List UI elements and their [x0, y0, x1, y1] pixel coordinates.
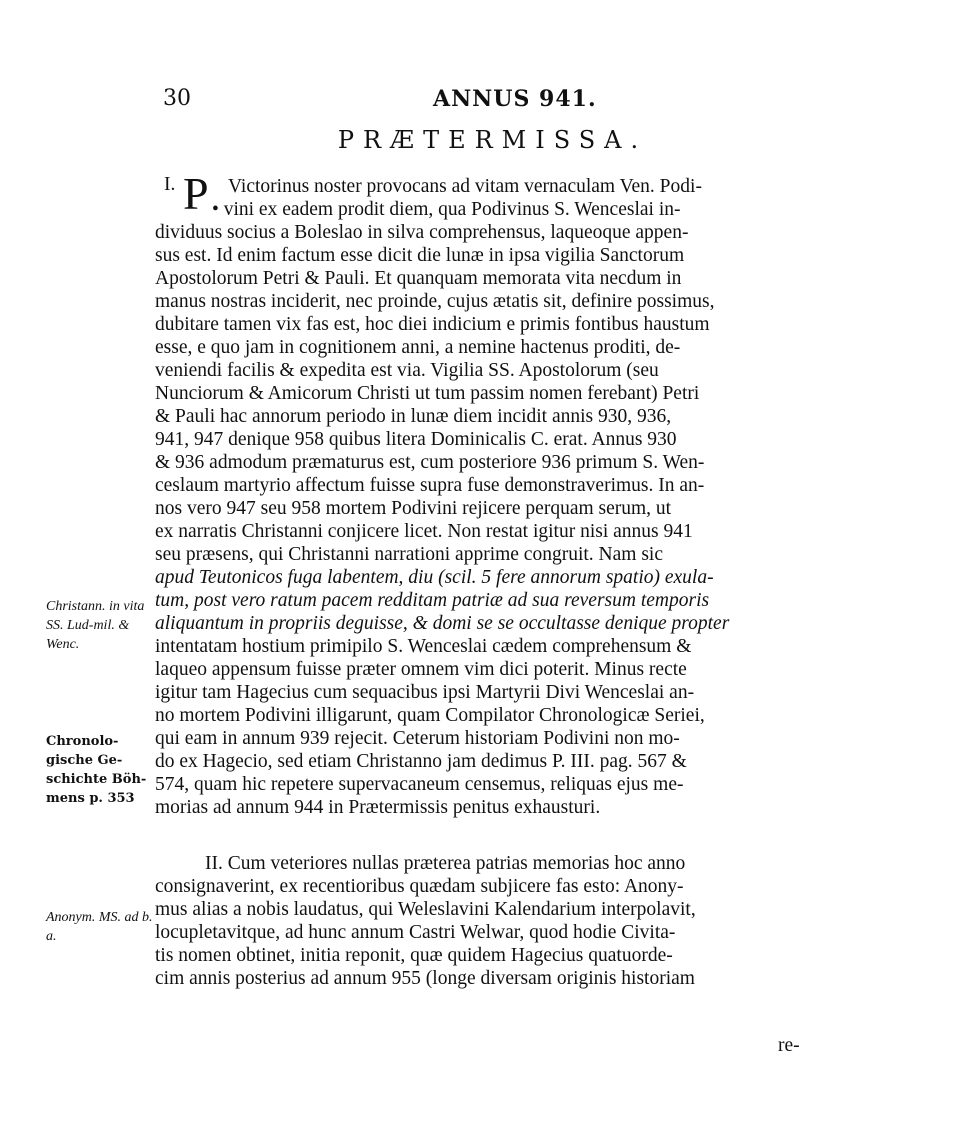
text-line: Nunciorum & Amicorum Christi ut tum passim nomen ferebant) Petri — [155, 383, 700, 404]
margin-note: Christann. in vita SS. Lud-mil. & Wenc. — [46, 599, 145, 652]
text-line: ceslaum martyrio affectum fuisse supra fuse demonstraverimus. In an- — [155, 475, 705, 496]
running-head: ANNUS 941. — [433, 86, 597, 112]
text-line: Apostolorum Petri & Pauli. Et quanquam memorata vita necdum in — [155, 268, 682, 289]
text-line: manus nostras inciderit, nec proinde, cujus ætatis sit, definire possimus, — [155, 291, 715, 312]
text-line: apud Teutonicos fuga labentem, diu (scil. 5 fere annorum spatio) exula- — [155, 567, 714, 588]
text-line: dubitare tamen vix fas est, hoc diei indicium e primis fontibus haustum — [155, 314, 710, 335]
text-line: • vini ex eadem prodit diem, qua Podivinus S. Wenceslai in- — [212, 199, 681, 220]
text-line: 941, 947 denique 958 quibus litera Dominicalis C. erat. Annus 930 — [155, 429, 677, 450]
section-heading: PRÆTERMISSA. — [337, 126, 648, 154]
text-line: locupletavitque, ad hunc annum Castri Welwar, quod hodie Civita- — [155, 922, 676, 943]
text-line: II. Cum veteriores nullas præterea patrias memorias hoc anno — [205, 853, 686, 874]
text-line: tum, post vero ratum pacem redditam patriæ ad sua reversum temporis — [155, 590, 710, 611]
text-line: veniendi facilis & expedita est via. Vigilia SS. Apostolorum (seu — [155, 360, 659, 381]
drop-cap: P — [183, 168, 209, 219]
text-line: tis nomen obtinet, initia reponit, quæ quidem Hagecius quatuorde- — [155, 945, 673, 966]
text-line: aliquantum in propriis deguisse, & domi se se occultasse denique propter — [155, 613, 730, 634]
text-line: seu præsens, qui Christanni narrationi apprime congruit. Nam sic — [155, 544, 663, 565]
text-line: laqueo appensum fuisse præter omnem vim dici poterit. Minus recte — [155, 659, 687, 680]
text-line: & Pauli hac annorum periodo in lunæ diem incidit annis 930, 936, — [155, 406, 672, 427]
margin-note: Chronolo-gische Ge-schichte Böh-mens p. 353 — [46, 734, 147, 806]
margin-note: Anonym. MS. ad b. a. — [46, 910, 153, 944]
section-number: I. — [164, 174, 176, 195]
text-line: Victorinus noster provocans ad vitam vernaculam Ven. Podi- — [228, 176, 702, 197]
text-line: intentatam hostium primipilo S. Wenceslai cædem comprehensum & — [155, 636, 692, 657]
text-line: nos vero 947 seu 958 mortem Podivini rejicere perquam serum, ut — [155, 498, 672, 519]
text-line: & 936 admodum præmaturus est, cum posteriore 936 primum S. Wen- — [155, 452, 705, 473]
text-line: morias ad annum 944 in Prætermissis penitus exhausturi. — [155, 797, 601, 818]
text-line: igitur tam Hagecius cum sequacibus ipsi Martyrii Divi Wenceslai an- — [155, 682, 695, 703]
text-line: esse, e quo jam in cognitionem anni, a nemine hactenus proditi, de- — [155, 337, 681, 358]
page-number: 30 — [163, 86, 191, 111]
text-line: ex narratis Christanni conjicere licet. Non restat igitur nisi annus 941 — [155, 521, 693, 542]
text-line: qui eam in annum 939 rejecit. Ceterum historiam Podivini non mo- — [155, 728, 680, 749]
text-line: cim annis posterius ad annum 955 (longe diversam originis historiam — [155, 968, 695, 989]
text-line: mus alias a nobis laudatus, qui Weleslavini Kalendarium interpolavit, — [155, 899, 696, 920]
text-line: no mortem Podivini illigarunt, quam Compilator Chronologicæ Seriei, — [155, 705, 705, 726]
text-line: consignaverint, ex recentioribus quædam subjicere fas esto: Anony- — [155, 876, 684, 897]
text-line: dividuus socius a Boleslao in silva comprehensus, laqueoque appen- — [155, 222, 689, 243]
text-line: sus est. Id enim factum esse dicit die lunæ in ipsa vigilia Sanctorum — [155, 245, 685, 266]
catchword: re- — [778, 1035, 800, 1056]
text-line: do ex Hagecio, sed etiam Christanno jam dedimus P. III. pag. 567 & — [155, 751, 687, 772]
text-line: 574, quam hic repetere supervacaneum censemus, reliquas ejus me- — [155, 774, 684, 795]
